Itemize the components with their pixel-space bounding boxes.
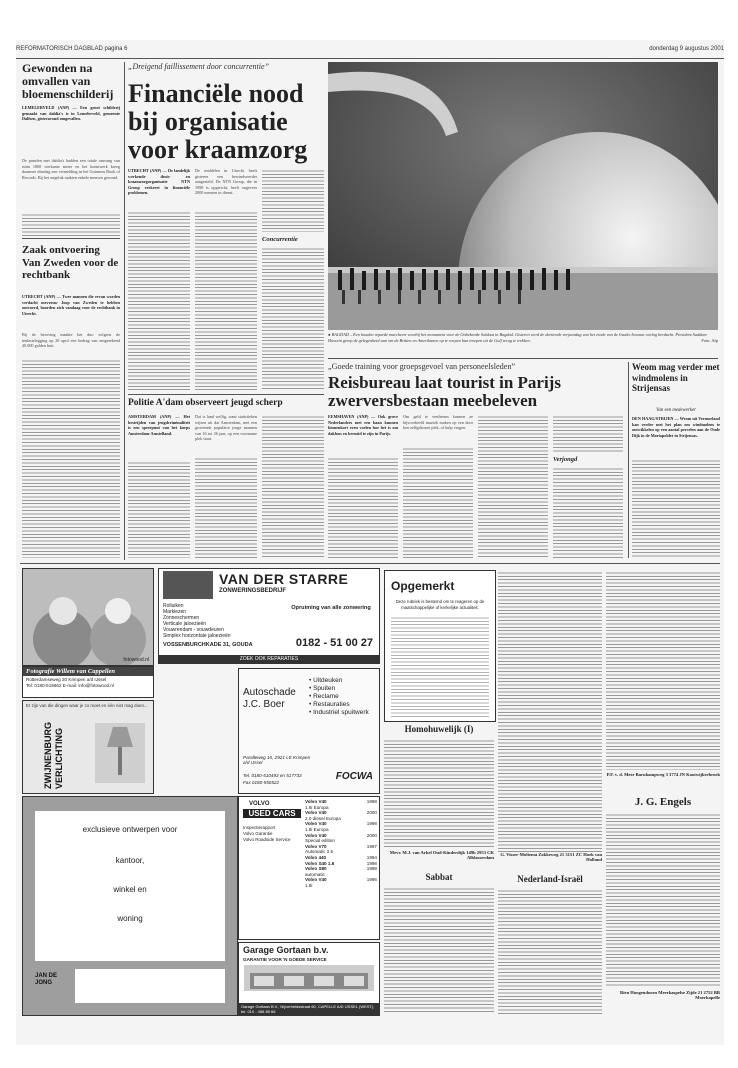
header-right: donderdag 9 augustus 2001: [649, 46, 724, 52]
ad-jan-de-jong[interactable]: [22, 796, 238, 1016]
volvo-perk-1: Inspectierapport: [243, 825, 276, 830]
page-header: [16, 44, 724, 59]
volvo-car-row: Volvo V40 2000 Special edition: [305, 832, 377, 844]
starre-item-3: Zonneschermen: [163, 615, 200, 621]
reisbureau-col4: [553, 466, 623, 558]
article-politie-col2: [195, 456, 257, 558]
article-politie-col1: [128, 460, 190, 558]
ad-photo-studio[interactable]: [22, 568, 154, 666]
starre-item-5: Vouwrendam - vouwdeuren: [163, 627, 224, 633]
photo-studio-address: Rotterdamseweg 20 Krimpen a/d IJssel: [26, 677, 107, 682]
homohuwelijk-text: [384, 738, 494, 848]
reisbureau-title: Reisbureau laat tourist in Parijs zwerversbestaan meebeleven: [328, 373, 561, 410]
starre-address: VOSSENBURCHKADE 31, GOUDA: [163, 642, 253, 648]
starre-showroom: ZOEK OOK REPARATIES: [159, 655, 379, 663]
starre-item-6: Simplex horizontale jaloezieën: [163, 633, 231, 639]
jdj-line-4: woning: [117, 914, 143, 923]
jdj-line-2: kantoor,: [115, 856, 145, 865]
volvo-perk-3: Volvo Roadside Service: [243, 837, 291, 842]
starre-item-1: Rolluiken: [163, 603, 184, 609]
garage-address: Garage Gortaan B.V., Nijverheidsstraat 60, CAPELLE A/D IJSSEL (WEST), tel. 010 - 458 89 66: [239, 1003, 379, 1015]
volvo-brand: VOLVO: [249, 801, 270, 807]
homohuwelijk-sig: Mevr. M.J. van Arkel Oud-Kinderdijk 149b 2953 CK Alblasserdam: [389, 850, 494, 860]
engels-title: J. G. Engels: [634, 796, 692, 808]
garage-building-image: [244, 965, 374, 991]
main-col2-text: [195, 210, 257, 390]
reisbureau-col4-top: [553, 414, 623, 454]
volvo-car-row: Volvo V70 1997 Automatic 2.5: [305, 843, 377, 855]
volvo-car-row: Volvo S80 1998 automatic: [305, 866, 377, 877]
main-body: De middelen in Utrecht heeft gisteren een bewindvoerder aangesteld. De NTN Group, die in 1990 is opgericht, heeft ongeveer 2000 mensen in dienst.: [195, 168, 257, 196]
reisbureau-lead: EEMSHAVEN (ANP) — Ook grove Nederlanders met een baan kunnen binnenkort even voelen hoe het is om dakloos en berooid te zijn in Parijs.: [328, 414, 398, 436]
starre-name: VAN DER STARRE: [219, 571, 349, 587]
weom-title: Weom mag verder met windmolens in Strijensas: [632, 362, 720, 393]
main-subhead: Concurrentie: [262, 236, 298, 243]
ad-garage-gortaan[interactable]: [238, 942, 380, 1016]
weom-lead: DEN HAAG/STRIJEN — Weom uit Vermoeland kan verder met het plan om windmolens te ontwikkelen op een aantal percelen aan de Oude Dijk in de Mariapolder in Strijensas.: [632, 416, 720, 438]
volvo-car-row: Volvo V40 2000 2.0 diesel Europa: [305, 810, 377, 821]
photo-studio-name: Fotografie Willem van Cappellen: [23, 667, 153, 676]
meer-sig: P.F. v. d. Meer Barukampweg 3 3774 JN Kootwijkerbroek: [606, 772, 720, 777]
monument-illustration: [328, 62, 718, 330]
article-zaak-title: Zaak ontvoering Van Zweden voor de rechtbank: [22, 244, 119, 281]
reisbureau-body: Om geld te verdienen kunnen ze bijvoorbeeld muziek maken op een door hen zelfgekozen plek, of hulp vragen.: [403, 414, 473, 431]
volvo-car-row: Volvo 440 1994: [305, 854, 377, 860]
jdj-line-3: winkel en: [113, 885, 147, 894]
main-col3-top: [262, 168, 324, 232]
article-zaak-body: Bij de beroving maakte het duo volgens de tenlastelegging op 20 april een bedrag van omgerekend 40.000 gulden buit.: [22, 332, 120, 349]
main-col1-text: [128, 210, 190, 390]
nederland-text: [498, 888, 602, 1014]
ad-photo-studio-info[interactable]: [22, 666, 154, 698]
article-politie-title: Politie A'dam observeert jeugd scherp: [128, 398, 283, 408]
main-lead: UTRECHT (ANP) — De landelijk werkende thuis- en kraamzorgorganisatie NTN Group verkeert in financiële problemen.: [128, 168, 190, 196]
bagdad-photo: [328, 62, 718, 330]
article-politie-lead: AMSTERDAM (ANP) — Het bestrijden van jeugdcriminaliteit is een speerpunt van het korps Amsterdam-Amstelland.: [128, 414, 190, 436]
weom-body: [632, 458, 720, 558]
ad-van-der-starre[interactable]: [158, 568, 380, 664]
volvo-car-row: Volvo V40 1996 1.8i: [305, 877, 377, 888]
photo-studio-contact: Tel: 0180-519662 E-mail: info@fotowood.nl: [26, 683, 114, 688]
jdj-line-1: exclusieve ontwerpen voor: [82, 825, 178, 834]
sabbat-text: [384, 886, 494, 1014]
volvo-car-row: Volvo V40 1998 1.8i Europa: [305, 821, 377, 832]
volvo-car-row: Volvo V40 1998 1.6i Europa: [305, 799, 377, 810]
opgemerkt-body: Deze rubriek is bestemd om te reageren op de maatschappelijke of kerkelijke actualiteit.: [395, 599, 485, 610]
zwijnenburg-slogan: Er zijn van die dingen waar je zo moet en één niet mag doen...: [26, 703, 148, 708]
volvo-title: USED CARS: [243, 809, 301, 818]
reisbureau-subhead: Verjongd: [553, 456, 578, 463]
sabbat-title: Sabbat: [425, 872, 453, 882]
reisbureau-col2: [403, 446, 473, 558]
autoschade-address: Paralleweg 10, 2921 LE Krimpen a/d IJssel: [243, 755, 311, 765]
autoschade-fax: Fax 0180-550522: [243, 780, 280, 785]
volvo-car-row: Volvo S40 1.6 1998: [305, 860, 377, 866]
header-left: REFORMATORISCH DAGBLAD pagina 6: [16, 46, 128, 52]
garage-name: Garage Gortaan b.v.: [243, 945, 329, 955]
autoschade-phone: Tel. 0180-510493 en 517733: [243, 773, 302, 778]
jdj-logo: JAN DE JONG: [35, 973, 58, 986]
autoschade-service-1: • Uitdeuken: [309, 677, 343, 684]
autoschade-name: Autoschade J.C. Boer: [243, 687, 296, 710]
reisbureau-col1: [328, 456, 398, 558]
engels-sig: Rien Hoogendoorn Meerkaspelse Zijde 21 2752 BB Moerkapelle: [619, 990, 720, 1000]
nederland-title: Nederland-Israël: [517, 874, 583, 884]
volvo-perk-2: Volvo Garantie: [243, 831, 273, 836]
autoschade-service-4: • Restauraties: [309, 701, 350, 708]
focwa-logo: FOCWA: [335, 771, 373, 782]
main-kicker: „Dreigend faillissement door concurrentie”: [128, 62, 269, 71]
letters-col3-text: [606, 570, 720, 770]
starre-sub: ZONWERINGSBEDRIJF: [219, 588, 287, 594]
photo-caption: ● BAGDAD – Een houden reparde marcheert voorbij het monument voor de Onbekende Soldaat in Bagdad. Gisteren werd de dertiende verjaardag van het einde van de Iraaks-Iraanse oorlog herdacht. President Saddam Hussein greep de gelegenheid aan om de Britten en Amerikanen op te roepen hun troepen uit de Golf terug te trekken. Foto: Afp: [328, 332, 718, 343]
main-title: Financiële nood bij organisatie voor kraamzorg: [128, 79, 308, 164]
starre-phone: 0182 - 51 00 27: [295, 637, 373, 649]
engels-text: [606, 812, 720, 986]
ad-volvo-used-cars[interactable]: [238, 796, 380, 940]
reisbureau-col3: [478, 414, 548, 558]
opgemerkt-title: Opgemerkt: [391, 579, 455, 593]
article-gewonden-lead: LEMELERVELD (ANP) — Een groot schilderij gemaakt van dahlia's is in Lemelerveld, gemeente Dalfsen, gisteravond omgevallen.: [22, 105, 120, 122]
article-gewonden-title: Gewonden na omvallen van bloemenschilderij: [22, 61, 114, 101]
starre-item-2: Markiezen: [163, 609, 187, 615]
article-zaak-lead: UTRECHT (ANP) — Twee mannen die ervan worden verdacht mevrouw Joop van Zweden te hebben ontvoerd, hoorden zich vandaag voor de rechtbank in Utrecht.: [22, 294, 120, 316]
article-gewonden-body: De panelen met dahlia's hadden een totale omvang van ruim 1800 vierkante meter en het kunstwerk kreeg daarmee dinsdag een vermelding in het Guinness Book of Records. Bij het ongeluk raakten enkele mensen gewond.: [22, 158, 120, 180]
starre-logo-box: [163, 571, 213, 599]
weom-byline: Van een medewerker: [656, 408, 696, 413]
opgemerkt-box: [384, 570, 496, 722]
zwijnenburg-name: ZWIJNENBURG VERLICHTING: [43, 722, 64, 789]
garage-tagline: GARANTIE VOOR 'N GOEDE SERVICE: [243, 957, 327, 962]
article-politie-body: Dat is land wellig, want statistieken wijzen uit dat Amsterdam, met een groeiende populaire jonge mannen van 16 tot 26 jaar, op een voorname plek staat.: [195, 414, 257, 442]
nederland-sig: G. Visser-Moltema Zokkeweg 21 3151 ZC Hoek van Holland: [500, 852, 602, 862]
autoschade-service-2: • Spuiten: [309, 685, 336, 692]
reisbureau-kicker: „Goede training voor groepsgevoel van personeelsleden”: [328, 362, 516, 371]
starre-item-4: Verticale jaloezieën: [163, 621, 207, 627]
ad-autoschade-boer[interactable]: [238, 668, 380, 794]
article-zaak-filler: [22, 358, 120, 558]
autoschade-service-3: • Reclame: [309, 693, 339, 700]
letters-col2-text: [498, 570, 602, 852]
photo-studio-brand: fotowood.nl: [123, 657, 149, 663]
homohuwelijk-title: Homohuwelijk (I): [404, 724, 474, 734]
ad-zwijnenburg[interactable]: [22, 700, 154, 794]
starre-side: Opruiming van alle zonwering: [291, 605, 371, 611]
photo-credit: Foto: Afp: [701, 337, 718, 343]
article-gewonden-filler: [22, 212, 120, 236]
main-col3-text: [262, 246, 324, 390]
article-politie-col3: [262, 414, 324, 558]
autoschade-service-5: • Industriel spuitwerk: [309, 709, 369, 716]
photo-studio-image: [23, 569, 153, 665]
